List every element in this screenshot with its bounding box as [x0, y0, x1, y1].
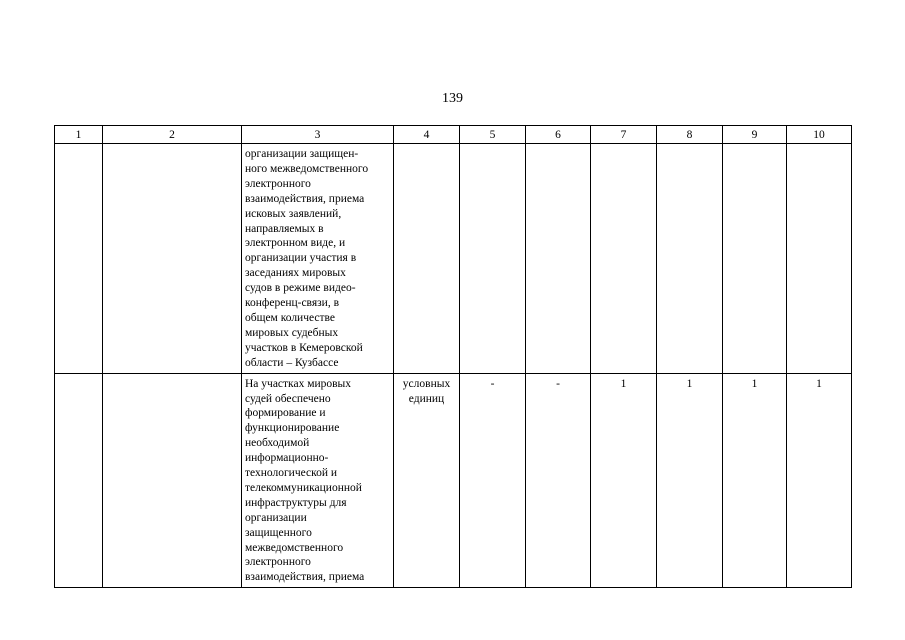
- column-header: 3: [242, 126, 394, 144]
- table-cell: [723, 144, 787, 374]
- table-row: [55, 144, 852, 374]
- table-cell: [242, 373, 394, 588]
- value-cell: -: [556, 377, 560, 390]
- table-cell: [460, 144, 526, 374]
- column-header: 7: [591, 126, 657, 144]
- value-cell: 1: [620, 377, 627, 390]
- table-cell: [657, 144, 723, 374]
- table-row: [55, 373, 852, 588]
- table-cell: [103, 373, 242, 588]
- table-cell: [591, 373, 657, 588]
- table-cell: [591, 144, 657, 374]
- table-header-row: [55, 126, 852, 144]
- table-cell: [787, 373, 852, 588]
- table-cell: [526, 144, 591, 374]
- table-cell: [55, 144, 103, 374]
- page-number: 139: [442, 91, 463, 106]
- column-header: 9: [723, 126, 787, 144]
- table-cell: [460, 373, 526, 588]
- column-header: 2: [103, 126, 242, 144]
- indicator-description: На участках мировых судей обеспечено формирование и функционирование необходимой информационно- технологической и телекоммуникационной инфраструктуры для организации защищенного межведомственного электронного взаимодействия, приема: [245, 377, 365, 584]
- unit-of-measure: условных единиц: [402, 377, 451, 405]
- indicator-description: организации защищен- ного межведомственного электронного взаимодействия, приема исковых заявлений, направляемых в электронном виде, и организации участия в заседаниях мировых судов в режиме видео- конференц-связи, в общем количестве мировых судебных участков в Кемеровской области – Кузбассе: [245, 148, 369, 369]
- table-cell: [242, 144, 394, 374]
- table-cell: [657, 373, 723, 588]
- table-cell: [103, 144, 242, 374]
- column-header: 8: [657, 126, 723, 144]
- table-cell: [55, 373, 103, 588]
- value-cell: 1: [751, 377, 758, 390]
- value-cell: 1: [686, 377, 693, 390]
- value-cell: 1: [816, 377, 822, 390]
- column-header: 1: [55, 126, 103, 144]
- value-cell: -: [490, 377, 495, 390]
- table-cell: [394, 144, 460, 374]
- table-cell: [787, 144, 852, 374]
- column-header: 5: [460, 126, 526, 144]
- indicators-table: [54, 125, 852, 588]
- table-cell: [526, 373, 591, 588]
- column-header: 4: [394, 126, 460, 144]
- column-header: 6: [526, 126, 591, 144]
- column-header: 10: [787, 126, 852, 144]
- table-cell: [394, 373, 460, 588]
- table-cell: [723, 373, 787, 588]
